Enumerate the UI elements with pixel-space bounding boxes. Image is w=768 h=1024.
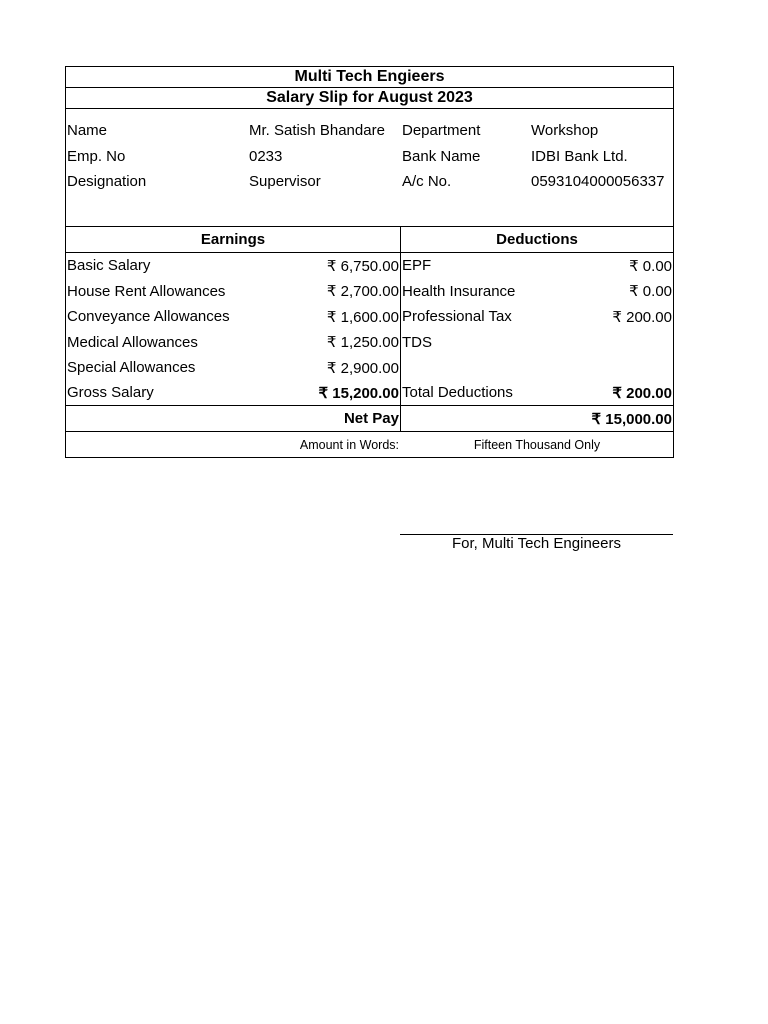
name-value: Mr. Satish Bhandare (249, 122, 385, 140)
deduction-amount: ₹ 0.00 (629, 283, 672, 301)
name-label: Name (67, 122, 108, 140)
deduction-amount: ₹ 200.00 (612, 308, 672, 326)
earning-label: Medical Allowances (67, 333, 198, 351)
table-row (66, 279, 673, 305)
table-row (66, 355, 673, 381)
earning-label: Conveyance Allowances (67, 308, 230, 326)
words-value: Fifteen Thousand Only (473, 437, 601, 452)
account-value: 0593104000056337 (531, 173, 665, 191)
deduction-label: TDS (402, 333, 432, 351)
info-row (66, 169, 673, 195)
employee-info (66, 109, 673, 227)
total-deductions-amount: ₹ 200.00 (612, 384, 672, 402)
account-label: A/c No. (402, 173, 452, 191)
earning-amount: ₹ 2,900.00 (326, 359, 399, 377)
gross-salary-amount: ₹ 15,200.00 (318, 384, 399, 402)
deduction-label: Professional Tax (402, 308, 512, 326)
empno-label: Emp. No (67, 147, 126, 165)
info-row (66, 144, 673, 170)
net-pay-row (66, 406, 673, 432)
table-row (66, 330, 673, 356)
earning-label: House Rent Allowances (67, 282, 226, 300)
earning-label: Special Allowances (67, 359, 196, 377)
earning-amount: ₹ 2,700.00 (326, 283, 399, 301)
signature-line: For, Multi Tech Engineers (400, 534, 673, 552)
deduction-label: Health Insurance (402, 282, 516, 300)
department-value: Workshop (531, 122, 599, 140)
bank-label: Bank Name (402, 147, 481, 165)
earning-label: Basic Salary (67, 257, 151, 275)
empno-value: 0233 (249, 147, 283, 165)
earning-amount: ₹ 6,750.00 (326, 257, 399, 275)
words-label: Amount in Words: (299, 437, 399, 452)
total-deductions-label: Total Deductions (402, 384, 513, 402)
net-pay-label: Net Pay (343, 410, 399, 427)
company-name: Multi Tech Engieers (66, 67, 673, 88)
slip-title: Salary Slip for August 2023 (66, 88, 673, 109)
earning-amount: ₹ 1,250.00 (326, 334, 399, 352)
totals-row (66, 381, 673, 407)
gross-salary-label: Gross Salary (67, 384, 154, 402)
salary-slip (65, 66, 674, 458)
bank-value: IDBI Bank Ltd. (531, 147, 628, 165)
deductions-header: Deductions (496, 231, 578, 248)
earning-amount: ₹ 1,600.00 (326, 308, 399, 326)
earnings-header: Earnings (66, 227, 401, 252)
deduction-label: EPF (402, 257, 432, 275)
designation-value: Supervisor (249, 173, 321, 191)
info-row (66, 118, 673, 144)
designation-label: Designation (67, 173, 147, 191)
deduction-amount: ₹ 0.00 (629, 257, 672, 275)
table-row (66, 304, 673, 330)
table-row (66, 253, 673, 279)
amount-in-words-row (66, 432, 673, 457)
department-label: Department (402, 122, 481, 140)
net-pay-amount: ₹ 15,000.00 (591, 410, 672, 428)
section-headers (66, 227, 673, 253)
